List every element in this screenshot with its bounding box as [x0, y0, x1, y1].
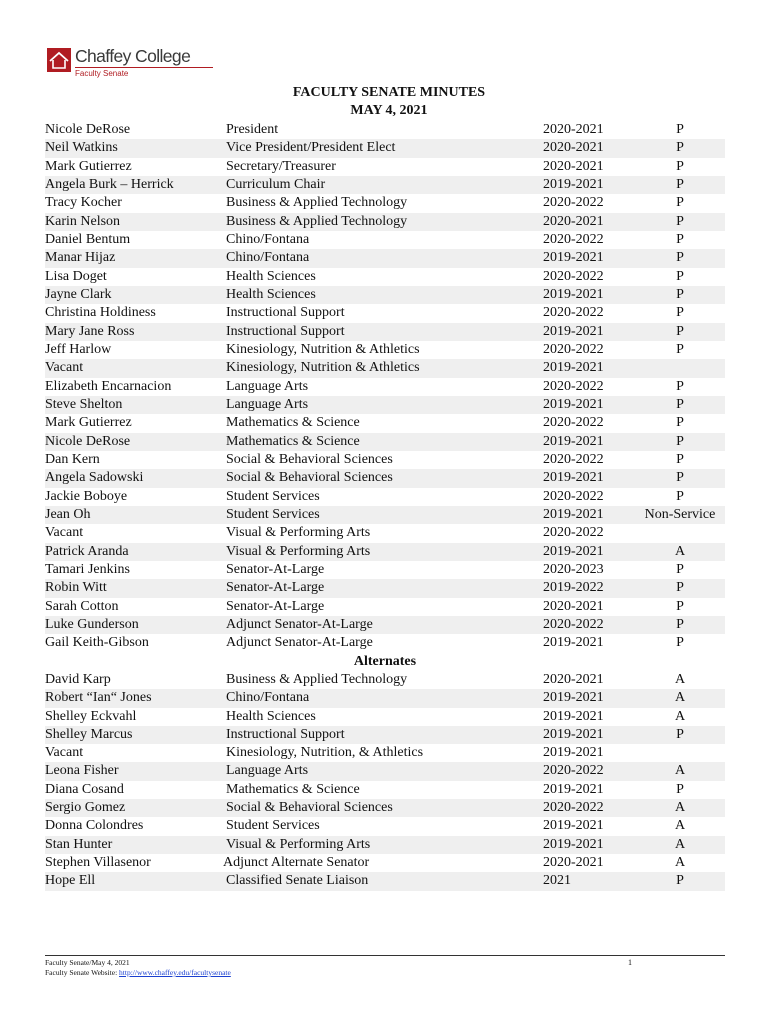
member-term: 2020-2022	[543, 305, 604, 321]
table-row	[45, 744, 725, 762]
member-status: P	[676, 726, 684, 742]
member-status: P	[676, 616, 684, 632]
member-role: Adjunct Alternate Senator	[223, 855, 370, 871]
member-role: Student Services	[226, 488, 320, 504]
member-status: P	[676, 323, 684, 339]
member-name: Hope Ell	[45, 873, 96, 889]
member-role: Chino/Fontana	[226, 231, 310, 247]
member-term: 2019-2021	[543, 323, 604, 339]
table-row	[45, 341, 725, 359]
member-status: P	[676, 176, 684, 192]
member-name: Vacant	[45, 360, 84, 376]
page-footer	[45, 958, 231, 978]
member-name: Neil Watkins	[45, 140, 118, 156]
member-name: Stan Hunter	[45, 836, 113, 852]
member-name: Sergio Gomez	[45, 800, 126, 816]
member-term: 2019-2021	[543, 635, 604, 651]
logo-subtitle: Faculty Senate	[75, 69, 129, 78]
member-role: Secretary/Treasurer	[226, 158, 336, 174]
member-role: Classified Senate Liaison	[226, 873, 369, 889]
member-role: Senator-At-Large	[226, 598, 325, 614]
table-row	[45, 799, 725, 817]
table-row	[45, 506, 725, 524]
member-role: Adjunct Senator-At-Large	[226, 616, 373, 632]
member-term: 2019-2021	[543, 726, 604, 742]
member-term: 2020-2022	[543, 268, 604, 284]
member-name: Steve Shelton	[45, 396, 123, 412]
member-role: Student Services	[226, 818, 320, 834]
member-role: Student Services	[226, 506, 320, 522]
member-name: Tracy Kocher	[45, 195, 122, 211]
member-role: Business & Applied Technology	[226, 671, 408, 687]
member-name: Jayne Clark	[45, 286, 112, 302]
member-name: Gail Keith-Gibson	[45, 635, 149, 651]
member-status: P	[676, 341, 684, 357]
table-row	[45, 194, 725, 212]
member-role: Curriculum Chair	[226, 176, 326, 192]
member-name: Diana Cosand	[45, 781, 124, 797]
table-row	[45, 286, 725, 304]
member-term: 2019-2021	[543, 286, 604, 302]
member-name: Nicole DeRose	[45, 433, 131, 449]
member-status: A	[674, 855, 686, 871]
member-status: P	[676, 635, 684, 651]
member-name: Shelley Eckvahl	[45, 708, 137, 724]
member-status: P	[676, 140, 684, 156]
member-term: 2020-2021	[543, 122, 604, 137]
member-role: Business & Applied Technology	[226, 195, 408, 211]
table-row	[45, 231, 725, 249]
member-role: Instructional Support	[226, 323, 345, 339]
college-logo	[46, 47, 213, 81]
table-row	[45, 213, 725, 231]
table-row	[45, 414, 725, 432]
table-row	[45, 616, 725, 634]
member-name: Luke Gunderson	[45, 616, 139, 632]
table-row	[45, 543, 725, 561]
member-status: P	[676, 286, 684, 302]
member-status: P	[676, 433, 684, 449]
member-name: Jackie Boboye	[45, 488, 128, 504]
member-name: Patrick Aranda	[45, 543, 129, 559]
member-name: Donna Colondres	[45, 818, 144, 834]
member-status: P	[676, 470, 684, 486]
member-name: Leona Fisher	[45, 763, 119, 779]
member-term: 2020-2022	[543, 763, 604, 779]
member-term: 2020-2021	[543, 140, 604, 156]
member-name: Robin Witt	[45, 580, 107, 596]
footer-website-label: Faculty Senate Website:	[45, 968, 118, 977]
member-role: Social & Behavioral Sciences	[226, 800, 393, 816]
member-name: Shelley Marcus	[45, 726, 133, 742]
member-name: Christina Holdiness	[45, 305, 156, 321]
member-term: 2019-2021	[543, 690, 604, 706]
table-row	[45, 708, 725, 726]
member-role: Chino/Fontana	[226, 690, 310, 706]
member-status: A	[674, 836, 686, 852]
table-row	[45, 469, 725, 487]
member-role: Language Arts	[226, 396, 309, 412]
member-status: P	[676, 873, 684, 889]
member-term: 2020-2023	[543, 561, 604, 577]
member-role: Health Sciences	[226, 708, 316, 724]
member-role: Mathematics & Science	[226, 433, 360, 449]
member-name: Stephen Villasenor	[45, 855, 151, 871]
member-role: President	[226, 122, 279, 137]
member-term: 2020-2022	[543, 525, 604, 541]
member-term: 2019-2021	[543, 433, 604, 449]
member-role: Senator-At-Large	[226, 561, 325, 577]
member-status: A	[674, 690, 686, 706]
member-status: P	[676, 250, 684, 266]
member-status: P	[676, 213, 684, 229]
member-name: Daniel Bentum	[45, 231, 131, 247]
table-row	[45, 634, 725, 652]
alternates-heading-row	[45, 653, 725, 671]
table-row	[45, 396, 725, 414]
member-role: Kinesiology, Nutrition & Athletics	[226, 341, 420, 357]
member-status: P	[676, 415, 684, 431]
member-role: Social & Behavioral Sciences	[226, 470, 393, 486]
member-status: P	[676, 195, 684, 211]
table-row	[45, 689, 725, 707]
member-status: P	[676, 781, 684, 797]
member-term: 2020-2021	[543, 671, 604, 687]
table-row	[45, 836, 725, 854]
member-term: 2019-2021	[543, 543, 604, 559]
member-status: A	[674, 763, 686, 779]
member-status: A	[674, 543, 686, 559]
member-term: 2019-2021	[543, 708, 604, 724]
member-name: Elizabeth Encarnacion	[45, 378, 172, 394]
footer-date-line: Faculty Senate/May 4, 2021	[45, 958, 130, 967]
member-term: 2019-2021	[543, 506, 604, 522]
member-status: P	[676, 158, 684, 174]
faculty-senate-website-link[interactable]: http://www.chaffey.edu/facultysenate	[119, 968, 231, 977]
member-name: Karin Nelson	[45, 213, 121, 229]
member-role: Adjunct Senator-At-Large	[226, 635, 373, 651]
member-term: 2019-2021	[543, 470, 604, 486]
member-term: 2020-2022	[543, 195, 604, 211]
member-status: P	[676, 580, 684, 596]
member-name: Jean Oh	[45, 506, 91, 522]
member-role: Visual & Performing Arts	[226, 836, 371, 852]
table-row	[45, 598, 725, 616]
member-term: 2020-2021	[543, 598, 604, 614]
member-term: 2019-2021	[543, 360, 604, 376]
member-role: Chino/Fontana	[226, 250, 310, 266]
table-row	[45, 451, 725, 469]
table-row	[45, 121, 725, 139]
document-title: FACULTY SENATE MINUTES	[292, 85, 486, 100]
table-row	[45, 378, 725, 396]
footer-website-line	[45, 968, 231, 978]
alternates-heading: Alternates	[353, 653, 417, 669]
member-role: Health Sciences	[226, 268, 316, 284]
table-row	[45, 781, 725, 799]
table-row	[45, 433, 725, 451]
member-name: Vacant	[45, 525, 84, 541]
member-term: 2019-2021	[543, 745, 604, 761]
member-role: Language Arts	[226, 763, 309, 779]
member-name: Dan Kern	[45, 451, 100, 467]
member-term: 2020-2022	[543, 415, 604, 431]
member-status: A	[674, 818, 686, 834]
member-name: Tamari Jenkins	[45, 561, 130, 577]
member-term: 2020-2021	[543, 213, 604, 229]
member-role: Senator-At-Large	[226, 580, 325, 596]
member-role: Kinesiology, Nutrition, & Athletics	[226, 745, 424, 761]
table-row	[45, 323, 725, 341]
table-row	[45, 872, 725, 890]
member-role: Language Arts	[226, 378, 309, 394]
table-row	[45, 359, 725, 377]
member-name: Angela Sadowski	[45, 470, 144, 486]
member-term: 2020-2022	[543, 451, 604, 467]
member-role: Vice President/President Elect	[226, 140, 396, 156]
member-role: Social & Behavioral Sciences	[226, 451, 393, 467]
member-name: Robert “Ian“ Jones	[45, 690, 152, 706]
document-date: MAY 4, 2021	[350, 103, 428, 118]
table-row	[45, 671, 725, 689]
member-status: Non-Service	[644, 506, 716, 522]
member-term: 2019-2021	[543, 836, 604, 852]
table-row	[45, 139, 725, 157]
member-term: 2019-2021	[543, 818, 604, 834]
table-row	[45, 304, 725, 322]
member-status: P	[676, 378, 684, 394]
member-term: 2020-2022	[543, 616, 604, 632]
member-status: P	[676, 122, 684, 137]
member-term: 2020-2022	[543, 378, 604, 394]
footer-divider	[45, 955, 725, 956]
member-name: Mark Gutierrez	[45, 158, 132, 174]
member-status: P	[676, 231, 684, 247]
table-row	[45, 817, 725, 835]
member-status: P	[676, 488, 684, 504]
table-row	[45, 176, 725, 194]
member-role: Visual & Performing Arts	[226, 525, 371, 541]
member-term: 2021	[543, 873, 571, 889]
member-name: Mary Jane Ross	[45, 323, 135, 339]
logo-divider	[75, 67, 213, 68]
table-row	[45, 561, 725, 579]
member-name: Angela Burk – Herrick	[45, 176, 174, 192]
member-status: P	[676, 396, 684, 412]
member-role: Business & Applied Technology	[226, 213, 408, 229]
table-row	[45, 158, 725, 176]
member-term: 2020-2021	[543, 158, 604, 174]
member-status: P	[676, 451, 684, 467]
member-role: Mathematics & Science	[226, 781, 360, 797]
table-row	[45, 249, 725, 267]
member-status: A	[674, 671, 686, 687]
member-role: Mathematics & Science	[226, 415, 360, 431]
member-role: Instructional Support	[226, 305, 345, 321]
attendance-table	[45, 121, 725, 891]
table-row	[45, 268, 725, 286]
table-row	[45, 854, 725, 872]
member-name: Sarah Cotton	[45, 598, 119, 614]
member-role: Health Sciences	[226, 286, 316, 302]
member-term: 2020-2022	[543, 231, 604, 247]
member-name: Lisa Doget	[45, 268, 107, 284]
member-role: Kinesiology, Nutrition & Athletics	[226, 360, 420, 376]
member-term: 2020-2022	[543, 341, 604, 357]
table-row	[45, 762, 725, 780]
table-row	[45, 488, 725, 506]
table-row	[45, 726, 725, 744]
member-term: 2019-2021	[543, 176, 604, 192]
member-status: P	[676, 598, 684, 614]
table-row	[45, 579, 725, 597]
member-name: Vacant	[45, 745, 84, 761]
member-name: David Karp	[45, 671, 111, 687]
member-term: 2019-2021	[543, 250, 604, 266]
logo-name: Chaffey College	[75, 46, 191, 66]
member-status: P	[676, 561, 684, 577]
chaffey-house-logo-icon	[46, 47, 72, 73]
member-status: A	[674, 800, 686, 816]
member-name: Mark Gutierrez	[45, 415, 132, 431]
member-role: Instructional Support	[226, 726, 345, 742]
member-term: 2019-2022	[543, 580, 604, 596]
page-number: 1	[628, 958, 632, 967]
member-name: Jeff Harlow	[45, 341, 112, 357]
member-name: Manar Hijaz	[45, 250, 116, 266]
member-term: 2020-2021	[543, 855, 604, 871]
member-term: 2020-2022	[543, 800, 604, 816]
member-term: 2020-2022	[543, 488, 604, 504]
member-status: P	[676, 305, 684, 321]
member-status: A	[674, 708, 686, 724]
member-role: Visual & Performing Arts	[226, 543, 371, 559]
table-row	[45, 524, 725, 542]
member-term: 2019-2021	[543, 781, 604, 797]
member-name: Nicole DeRose	[45, 122, 131, 137]
member-status: P	[676, 268, 684, 284]
member-term: 2019-2021	[543, 396, 604, 412]
